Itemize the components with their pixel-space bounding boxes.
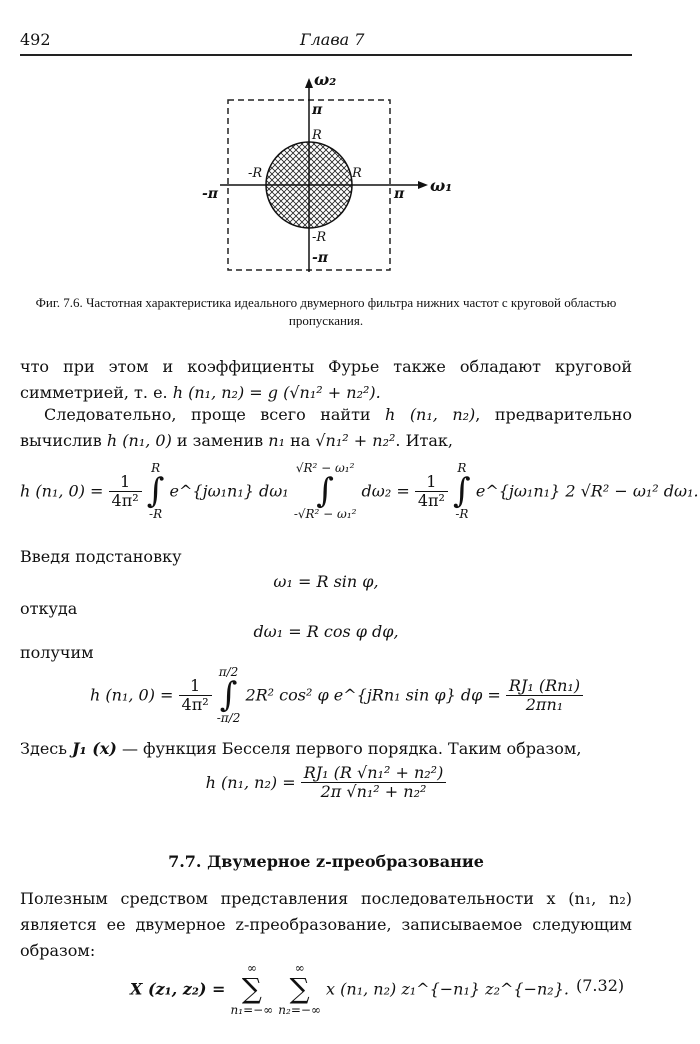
equation-substitution: ω₁ = R sin φ, [273, 572, 379, 591]
paragraph-text: и заменив [171, 431, 269, 450]
pi-top-label: π [312, 102, 323, 118]
frac-denominator: 4π² [417, 490, 445, 510]
inline-formula: h (n₁, n₂) = g (√n₁² + n₂²). [172, 383, 381, 402]
paragraph-text: — функция Бесселя первого порядка. Таким образом, [116, 739, 582, 758]
paragraph-text: что при этом и коэффициенты Фурье также обладают круговой симметрией, т. е. [20, 357, 632, 402]
eq6-lhs: X (z₁, z₂) = [130, 979, 226, 999]
paragraph-text: Здесь [20, 739, 73, 758]
eq1-integral-1: R ∫ -R [146, 461, 165, 521]
omega2-arrow-icon [305, 78, 313, 88]
inline-formula: √n₁² + n₂² [315, 431, 396, 450]
eq5-fraction [301, 764, 447, 801]
eq6-sum-2: ∞ ∑ n₂=−∞ [278, 961, 321, 1017]
integral-lower: -√R² − ω₁² [293, 507, 357, 521]
omega1-arrow-icon [418, 181, 428, 189]
inline-formula: h (n₁, 0) [106, 431, 172, 450]
frac-numerator: 1 [415, 473, 448, 492]
paragraph-text: Следовательно, проще всего найти [44, 405, 386, 424]
paragraph-method [20, 402, 632, 454]
eq4-integral: π/2 ∫ -π/2 [216, 665, 241, 725]
chapter-title: Глава 7 [300, 30, 365, 49]
paragraph-obtain: получим [20, 643, 94, 662]
sum-lower: n₁=−∞ [230, 1003, 274, 1017]
inline-formula: h (n₁, n₂) [385, 405, 476, 424]
integral-lower: -R [455, 507, 469, 521]
integral-upper: R [151, 461, 161, 475]
frac-denominator: 2πn₁ [525, 694, 564, 714]
paragraph-text: . Итак, [395, 431, 454, 450]
paragraph-bessel [20, 736, 632, 762]
eq4-coefficient [179, 677, 212, 714]
frac-denominator: 2π √n₁² + n₂² [320, 782, 427, 801]
inline-formula: n₁ [268, 431, 285, 450]
paragraph-whence: откуда [20, 599, 78, 618]
equation-h-n1-n2 [20, 764, 632, 801]
integral-lower: -R [149, 507, 163, 521]
paragraph-text: , предварительно вычислив [20, 405, 632, 450]
equation-number: (7.32) [576, 976, 625, 995]
equation-differential: dω₁ = R cos φ dφ, [253, 622, 399, 641]
integral-upper: R [457, 461, 467, 475]
frac-numerator: RJ₁ (R √n₁² + n₂²) [301, 764, 447, 783]
frac-denominator: 4π² [181, 694, 209, 714]
eq5-lhs: h (n₁, n₂) = [205, 773, 296, 792]
sum-upper: ∞ [294, 961, 305, 975]
frac-denominator: 4π² [111, 490, 139, 510]
header-rule [20, 54, 632, 56]
paragraph-symmetry [20, 354, 632, 406]
frac-numerator: 1 [109, 473, 142, 492]
equation-h-n1-0 [20, 461, 699, 521]
integral-upper: π/2 [218, 665, 239, 679]
inline-formula: J₁ (x) [72, 739, 117, 758]
eq1-integrand-1: e^{jω₁n₁} dω₁ [169, 481, 289, 501]
frac-numerator: RJ₁ (Rn₁) [506, 677, 583, 696]
eq4-integrand: 2R² cos² φ e^{jRn₁ sin φ} dφ = [245, 685, 501, 705]
paragraph-z-transform: Полезным средством представления последовательности x (n₁, n₂) является ее двумерное z-преобразование, записываемое следующим образом: [20, 889, 632, 960]
integral-upper: √R² − ω₁² [295, 461, 355, 475]
minus-pi-left-label: -π [202, 186, 219, 202]
eq1-integrand-2: dω₂ = [361, 481, 410, 501]
frac-numerator: 1 [179, 677, 212, 696]
equation-z-transform [130, 961, 569, 1017]
sum-upper: ∞ [246, 961, 257, 975]
omega1-label: ω₁ [430, 176, 453, 195]
eq1-lhs: h (n₁, 0) = [20, 481, 104, 501]
omega2-label: ω₂ [314, 70, 337, 89]
eq6-sum-1: ∞ ∑ n₁=−∞ [230, 961, 274, 1017]
sum-lower: n₂=−∞ [278, 1003, 321, 1017]
eq4-lhs: h (n₁, 0) = [90, 685, 174, 705]
eq1-integral-2: √R² − ω₁² ∫ -√R² − ω₁² [293, 461, 357, 521]
paragraph-substitution: Введя подстановку [20, 547, 182, 566]
integral-lower: -π/2 [216, 711, 241, 725]
figure-caption: Фиг. 7.6. Частотная характеристика идеального двумерного фильтра нижних частот с круговой областью пропускания. [35, 295, 617, 328]
minus-R-bottom-label: -R [312, 230, 327, 245]
eq1-integrand-3: e^{jω₁n₁} 2 √R² − ω₁² dω₁. [475, 481, 699, 501]
eq1-coefficient [109, 473, 142, 510]
minus-R-left-label: -R [248, 166, 263, 181]
paragraph-text: на [284, 431, 316, 450]
page-number: 492 [20, 30, 51, 49]
R-top-label: R [312, 128, 322, 143]
R-right-label: R [352, 166, 362, 181]
eq4-result [506, 677, 583, 714]
eq1-coefficient-2 [415, 473, 448, 510]
pi-right-label: π [394, 186, 405, 202]
minus-pi-bottom-label: -π [312, 250, 329, 266]
eq6-summand: x (n₁, n₂) z₁^{−n₁} z₂^{−n₂}. [326, 979, 569, 999]
eq1-integral-3: R ∫ -R [453, 461, 471, 521]
equation-bessel-result [90, 666, 630, 724]
section-title: 7.7. Двумерное z-преобразование [168, 852, 484, 871]
